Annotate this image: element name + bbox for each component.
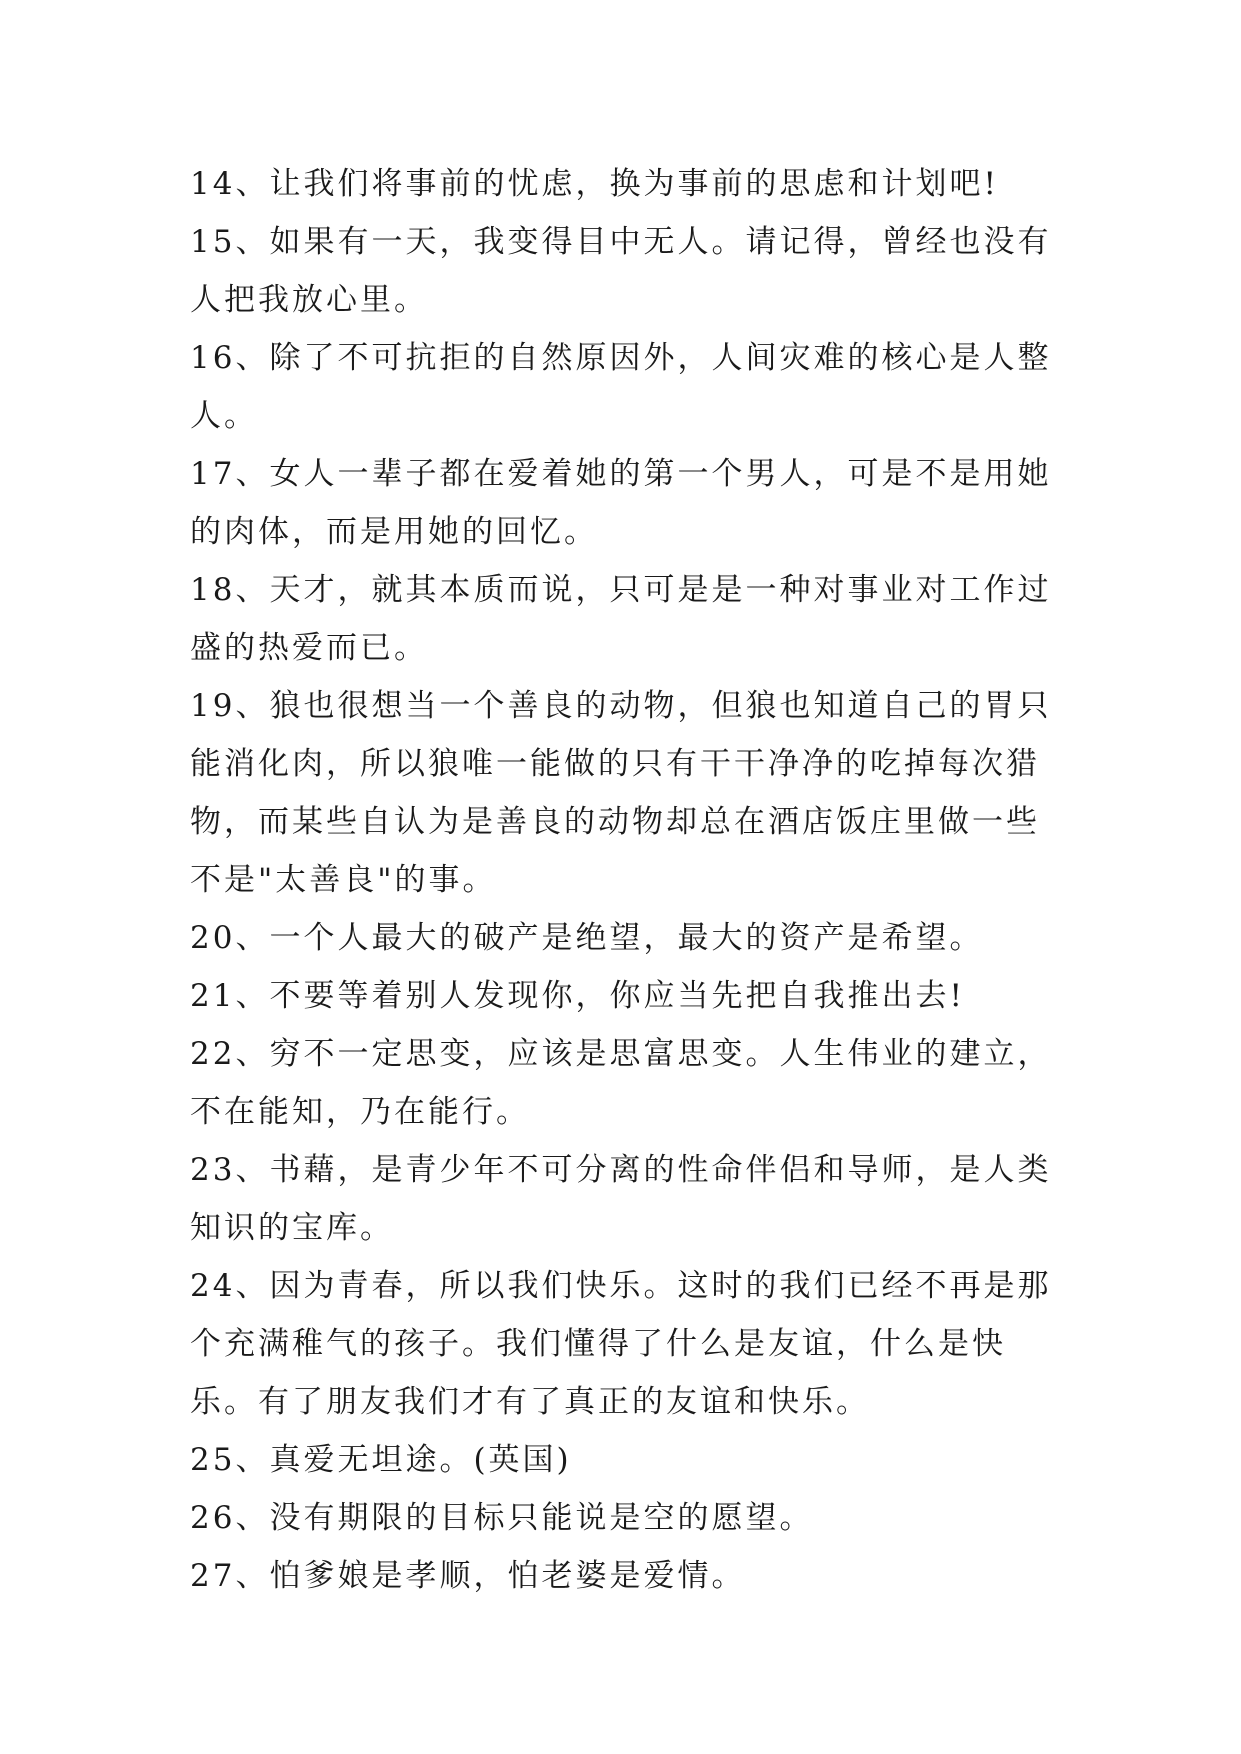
- quote-item-24: 24、因为青春，所以我们快乐。这时的我们已经不再是那个充满稚气的孩子。我们懂得了什么是友谊，什么是快乐。有了朋友我们才有了真正的友谊和快乐。: [190, 1268, 1052, 1420]
- quote-item-18: 18、天才，就其本质而说，只可是是一种对事业对工作过盛的热爱而已。: [190, 572, 1052, 666]
- quote-item-27: 27、怕爹娘是孝顺，怕老婆是爱情。: [190, 1558, 746, 1594]
- quote-item-15: 15、如果有一天，我变得目中无人。请记得，曾经也没有人把我放心里。: [190, 224, 1052, 318]
- quote-item-16: 16、除了不可抗拒的自然原因外，人间灾难的核心是人整人。: [190, 340, 1052, 434]
- quote-item-14: 14、让我们将事前的忧虑，换为事前的思虑和计划吧!: [190, 166, 999, 202]
- quote-item-20: 20、一个人最大的破产是绝望，最大的资产是希望。: [190, 920, 984, 956]
- quote-item-22: 22、穷不一定思变，应该是思富思变。人生伟业的建立，不在能知，乃在能行。: [190, 1036, 1052, 1130]
- quote-item-21: 21、不要等着别人发现你，你应当先把自我推出去!: [190, 978, 965, 1014]
- quote-list: [190, 155, 1070, 1605]
- quote-item-19: 19、狼也很想当一个善良的动物，但狼也知道自己的胃只能消化肉，所以狼唯一能做的只有干干净净的吃掉每次猎物，而某些自认为是善良的动物却总在酒店饭庄里做一些不是"太善良"的事。: [190, 688, 1052, 898]
- quote-item-23: 23、书藉，是青少年不可分离的性命伴侣和导师，是人类知识的宝库。: [190, 1152, 1052, 1246]
- quote-item-25: 25、真爱无坦途。(英国): [190, 1442, 572, 1478]
- quote-item-17: 17、女人一辈子都在爱着她的第一个男人，可是不是用她的肉体，而是用她的回忆。: [190, 456, 1052, 550]
- quote-item-26: 26、没有期限的目标只能说是空的愿望。: [190, 1500, 814, 1536]
